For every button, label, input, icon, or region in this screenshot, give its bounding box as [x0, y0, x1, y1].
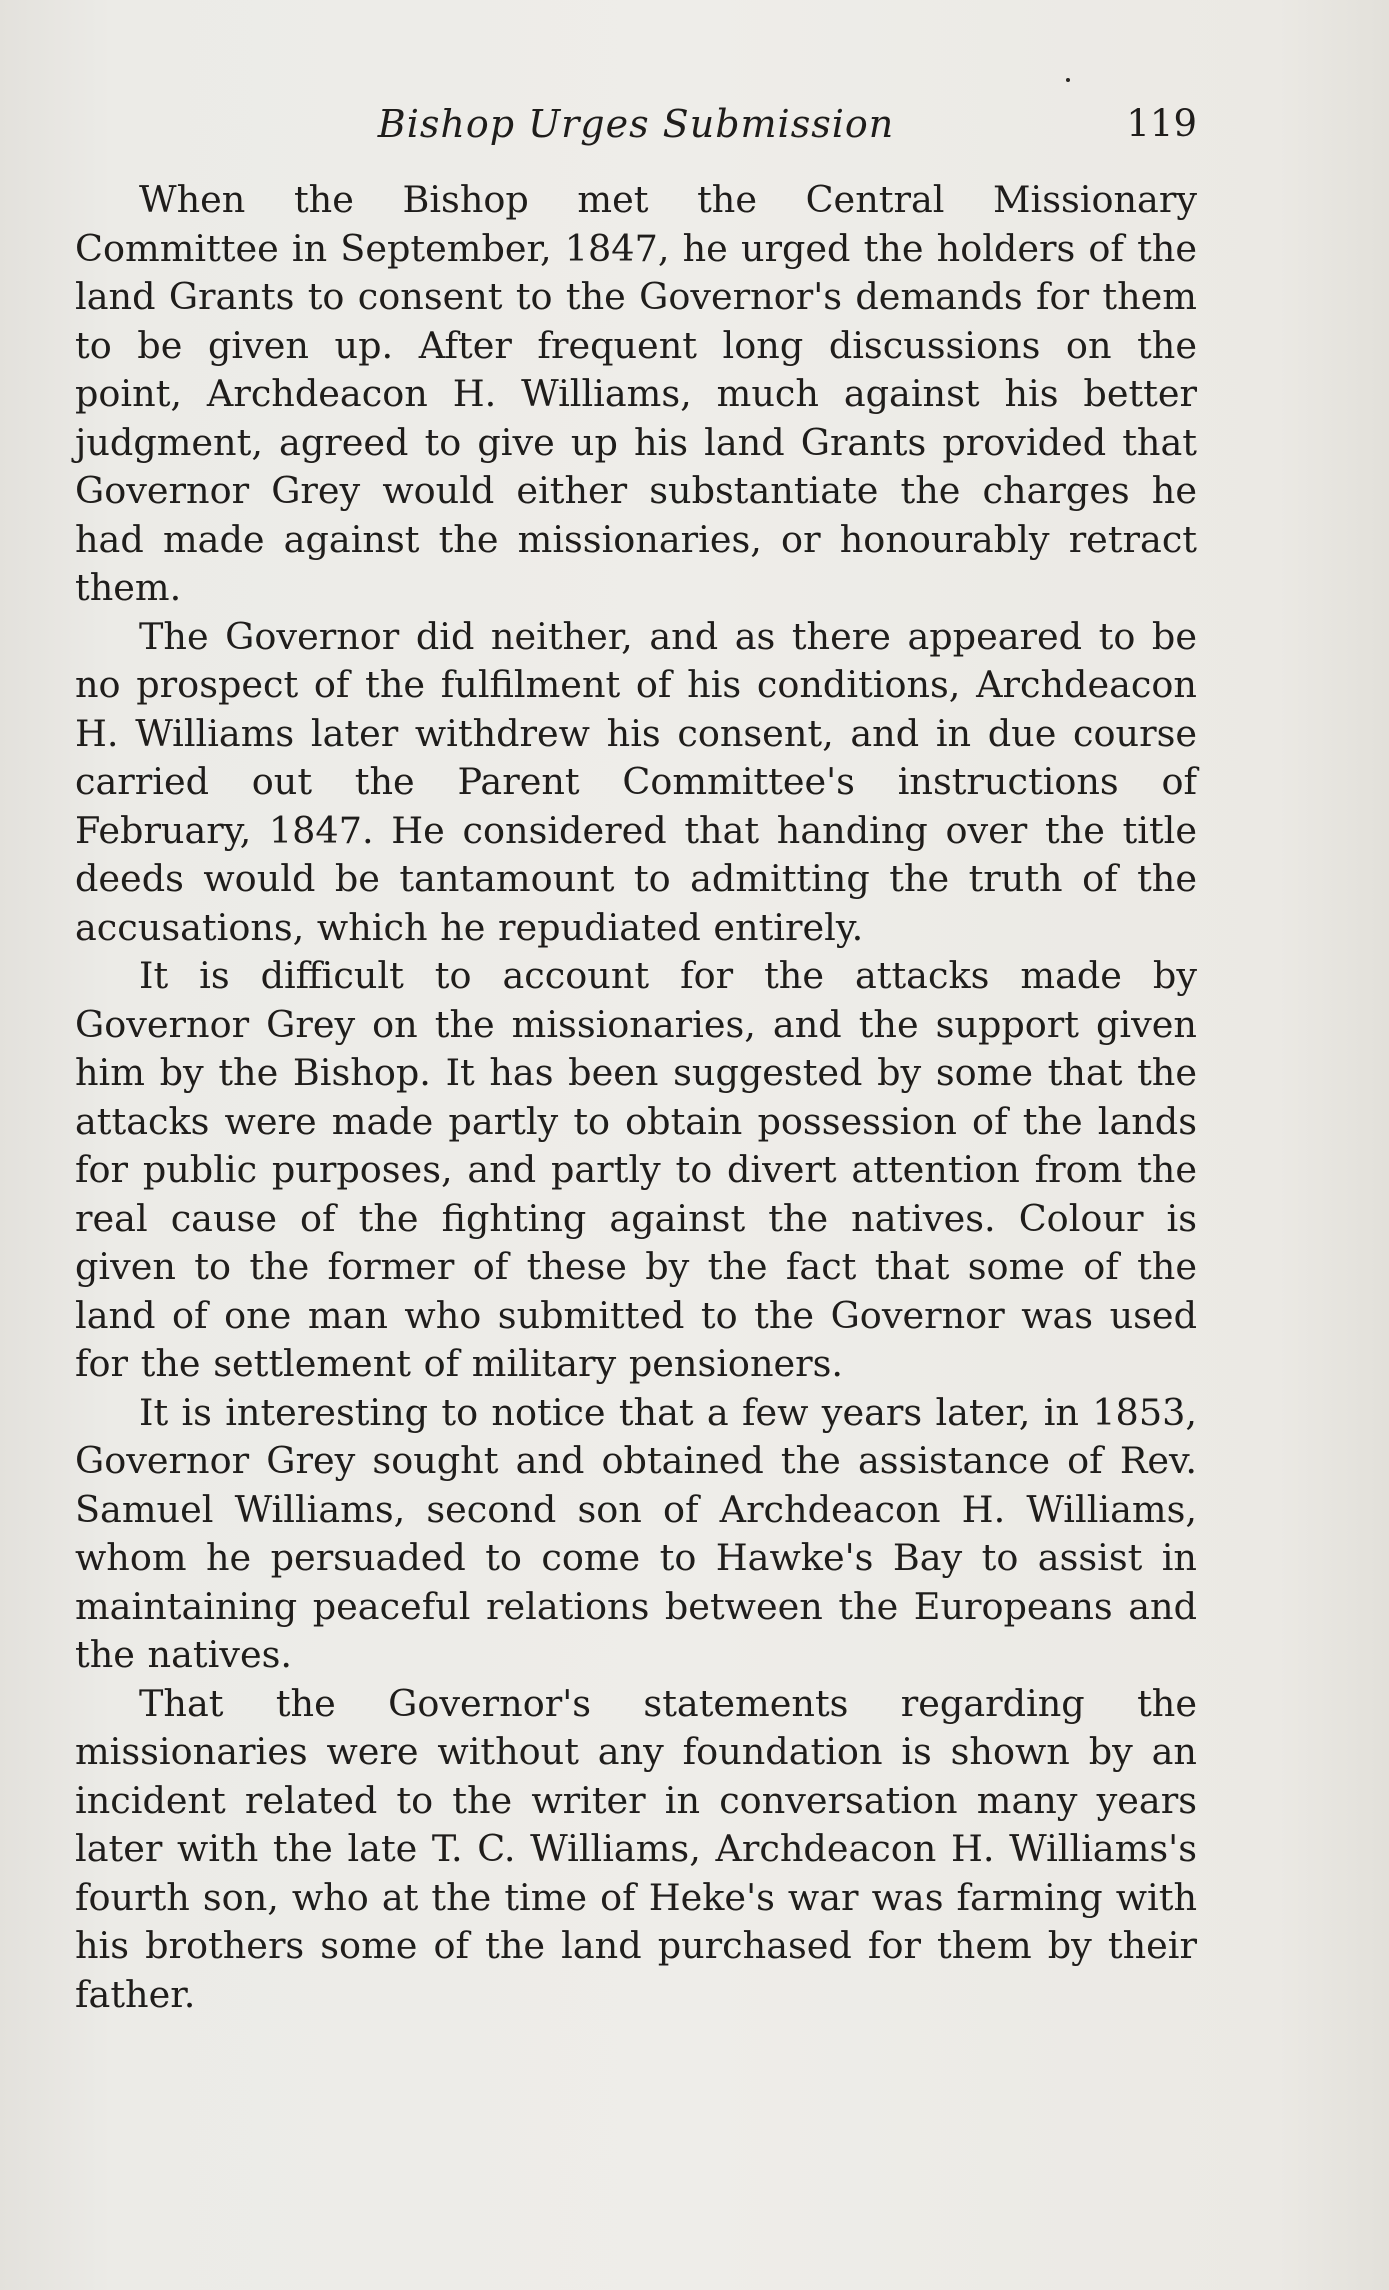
paragraph-2: The Governor did neither, and as there appeared to be no prospect of the fulfilment of his conditions, Archdeacon H. Williams later withdrew his consent, and in due course carried out the Parent Committee's instructions of February, 1847. He considered that handing over the title deeds would be tantamount to admitting the truth of the accusations, which he repudiated entirely.: [75, 614, 1197, 949]
paragraph-3: It is difficult to account for the attacks made by Governor Grey on the missionaries, and the support given him by the Bishop. It has been suggested by some that the attacks were made partly to obtain possession of the lands for public purposes, and partly to divert attention from the real cause of the fighting against the natives. Colour is given to the former of these by the fact that some of the land of one man who submitted to the Governor was used for the settlement of military pensioners.: [75, 954, 1197, 1385]
body-text: [75, 176, 1197, 2019]
running-header: [75, 96, 1197, 152]
page-number: 119: [1126, 102, 1197, 145]
paragraph-4: It is interesting to notice that a few years later, in 1853, Governor Grey sought and obtained the assistance of Rev. Samuel Williams, second son of Archdeacon H. Williams, whom he persuaded to come to Hawke's Bay to assist in maintaining peaceful relations between the Europeans and the natives.: [75, 1390, 1197, 1676]
paragraph-1: When the Bishop met the Central Missionary Committee in September, 1847, he urged the holders of the land Grants to consent to the Governor's demands for them to be given up. After frequent long discussions on the point, Archdeacon H. Williams, much against his better judgment, agreed to give up his land Grants provided that Governor Grey would either substantiate the charges he had made against the missionaries, or honourably retract them.: [75, 178, 1197, 609]
running-title: Bishop Urges Submission: [377, 102, 895, 146]
print-speck: [1066, 78, 1070, 82]
paragraph-5: That the Governor's statements regarding the missionaries were without any foundation is shown by an incident related to the writer in conversation many years later with the late T. C. Williams, Archdeacon H. Williams's fourth son, who at the time of Heke's war was farming with his brothers some of the land purchased for them by their father.: [75, 1681, 1197, 2016]
